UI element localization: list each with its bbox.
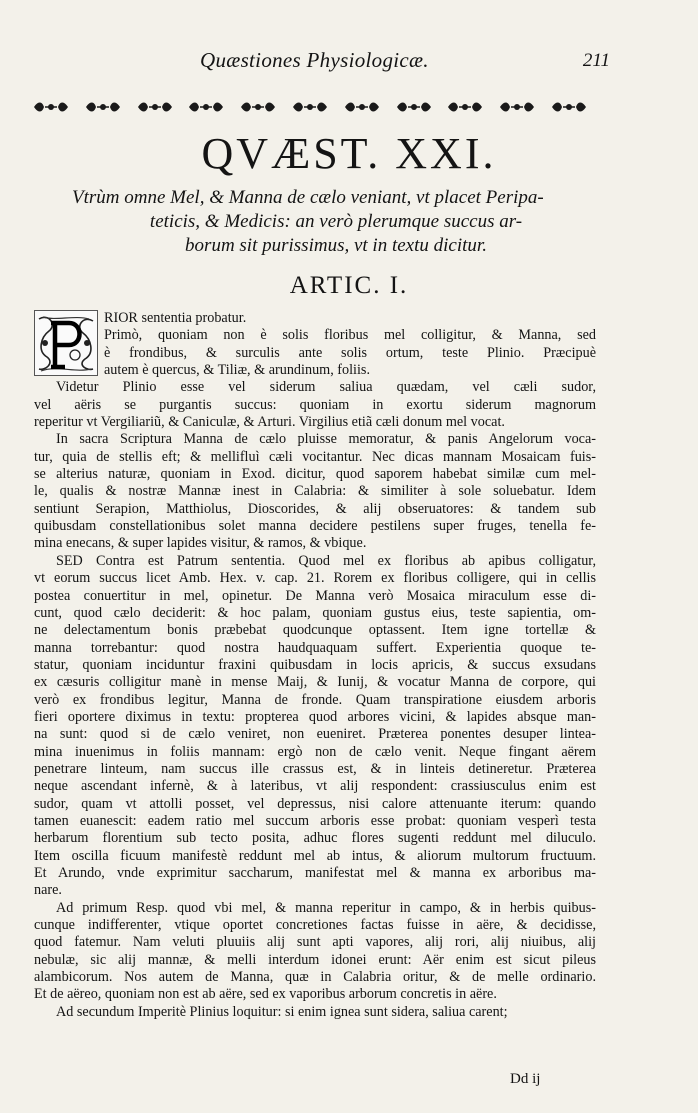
body-line: ne delectamentum bonis præbebat quodcunque optassent. Item igne tortellæ & [34,622,596,639]
ornament-fleuron-icon [239,99,277,115]
question-heading: QVÆST. XXI. [201,129,497,178]
body-line: se alterius naturæ, quoniam in Exod. dicitur, quod saporem habebat similæ cum mel- [34,466,596,483]
ornament-fleuron-icon [446,99,484,115]
body-line: ex cæsuris colligitur manè in mense Maij, & Iunij, & vocatur Manna de corpore, qui [34,674,596,691]
body-line: Et de aëreo, quoniam non est ab aëre, sed ex vaporibus arborum concretis in aëre. [34,986,497,1003]
body-line: mina enecans, & super lapides visitur, & ramos, & vbique. [34,535,367,552]
body-line: sentiunt Serapion, Matthiolus, Dioscorides, & alij obseruatores: & tandem sub [34,500,596,517]
body-line: herbarum florentium sub tecto posita, adhuc flores sugenti reddunt mel diluculo. [34,830,596,847]
body-line: Ad primum Resp. quod vbi mel, & manna reperitur in campo, & in herbis quibus- [56,899,596,916]
catchword: Dd ij [510,1071,541,1087]
body-line: nebulæ, sic alij mannæ, & melli interdum idonei erunt: Aër enim est sicut pileus [34,951,596,968]
ornament-band [32,96,588,118]
body-line: verò ex frondibus legitur, Manna de fronde. Quam transpiratione eiusdem arboris [34,691,596,708]
ornament-fleuron-icon [395,99,433,115]
body-line: RIOR sententia probatur. [104,310,247,326]
running-title: Quæstiones Physiologicæ. [200,48,429,72]
body-line: fieri oportere diximus in textu: propterea quod arbores vicini, & lapides absque man- [34,708,596,725]
question-title-line: teticis, & Medicis: an verò plerumque succus ar- [149,211,523,232]
body-line: mina inuenimus in foliis mannam: ergò non de cælo venit. Neque fingant aërem [34,743,596,760]
body-line: In sacra Scriptura Manna de cælo pluisse memoratur, & panis Angelorum voca- [56,431,596,448]
body-line: Item oscilla ficuum manifestè reddunt mel ab intus, & aliorum multorum fructuum. [34,847,596,864]
body-text [34,310,596,1021]
ornament-fleuron-icon [32,99,70,115]
body-line: na sunt: quod si de cælo veniret, non eueniret. Præterea ponentes desuper lintea- [34,726,596,743]
body-line: nare. [34,882,62,899]
body-line: penetrare linteum, nam succus ille crassus est, & in linteis detineretur. Præterea [34,760,596,777]
body-line: cunque indifferenter, vtique oportet concretiones factas fuisse in aëre, & decidisse, [34,917,596,934]
body-line: vt eorum succus licet Amb. Hex. v. cap. 21. Rorem ex floribus colligere, qui in cellis [34,570,596,587]
body-line: Et Arundo, vnde exprimitur saccharum, manifestat mel & manna ex arboribus ma- [34,865,596,881]
ornament-fleuron-icon [343,99,381,115]
body-line: tur, quia de stellis eft; & mellifluì cæli vocitantur. Nec dicas mannam Mosaicam fuis- [34,448,596,465]
dropcap-p-icon [34,310,98,376]
body-line: tamen euanescit: eadem ratio mel succum arboris esse probat: quoniam vesperì testa [34,812,596,829]
ornament-fleuron-icon [187,99,225,115]
body-line: le, qualis & nostræ Mannæ inest in Calabria: & similiter à sole soluebatur. Idem [34,483,596,500]
ornament-fleuron-icon [498,99,536,115]
body-line: Ad secundum Imperitè Plinius loquitur: si enim ignea sunt sidera, saliua carent; [56,1003,508,1020]
page-number: 211 [582,50,610,71]
body-line: quibusdam constellationibus solet manna decidere pestilens super fruges, tenella fe- [34,518,596,535]
body-line: neque ascendant infernè, & à lateribus, vt alij respondent: crassiusculus enim est [34,778,596,795]
question-title-line: borum sit purissimus, vt in textu dicitur. [185,235,487,256]
body-line: alambicorum. Nos autem de Manna, quæ in Calabria oritur, & de melle ordinario. [34,969,596,986]
page-header [200,48,610,78]
body-line: sudor, quam vt attolli posset, vel depressus, nisi calore attenuante iterum: quando [34,795,596,812]
body-line: reperitur vt Vergiliariũ, & Caniculæ, & Arturi. Virgilius etiã cæli donum mel vocat. [34,414,505,431]
ornament-fleuron-icon [136,99,174,115]
body-line: è frondibus, & surculis ante solis ortum, teste Plinio. Præcipuè [104,344,596,361]
body-line: autem è quercus, & Tiliæ, & arundinum, foliis. [104,362,371,379]
body-line: SED Contra est Patrum sententia. Quod mel ex floribus ab apibus colligatur, [56,552,596,569]
question-title-line: Vtrùm omne Mel, & Manna de cælo veniant, vt placet Peripa- [72,187,544,208]
body-line: vel aëris se purgantis succus: quoniam in exortu siderum magnorum [34,396,596,413]
body-line: Videtur Plinio esse vel siderum saliua quædam, vel cæli sudor, [56,379,596,396]
body-line: postea conuertitur in mel, opinetur. De Manna verò Mosaica miraculum esse di- [34,587,596,604]
article-heading: ARTIC. I. [289,272,409,299]
ornament-fleuron-icon [84,99,122,115]
ornament-fleuron-icon [550,99,588,115]
body-line: statur, quoniam inciduntur fraxini quibusdam in locis apricis, & succus exsudans [34,656,596,673]
body-line: Primò, quoniam non è solis floribus mel colligitur, & Manna, sed [104,327,596,344]
question-title [72,186,600,258]
ornament-fleuron-icon [291,99,329,115]
body-line: manna torrebantur: quod nostra haudquaquam suffert. Experientia quoque te- [34,639,596,656]
body-line: cunt, quod cælo deciderit: & hoc palam, quoniam gustus eius, teste sapientia, om- [34,604,596,621]
body-line: quod fatemur. Nam veluti pluuiis alij sunt apti vapores, alij rori, alij niuibus, alij [34,934,596,951]
